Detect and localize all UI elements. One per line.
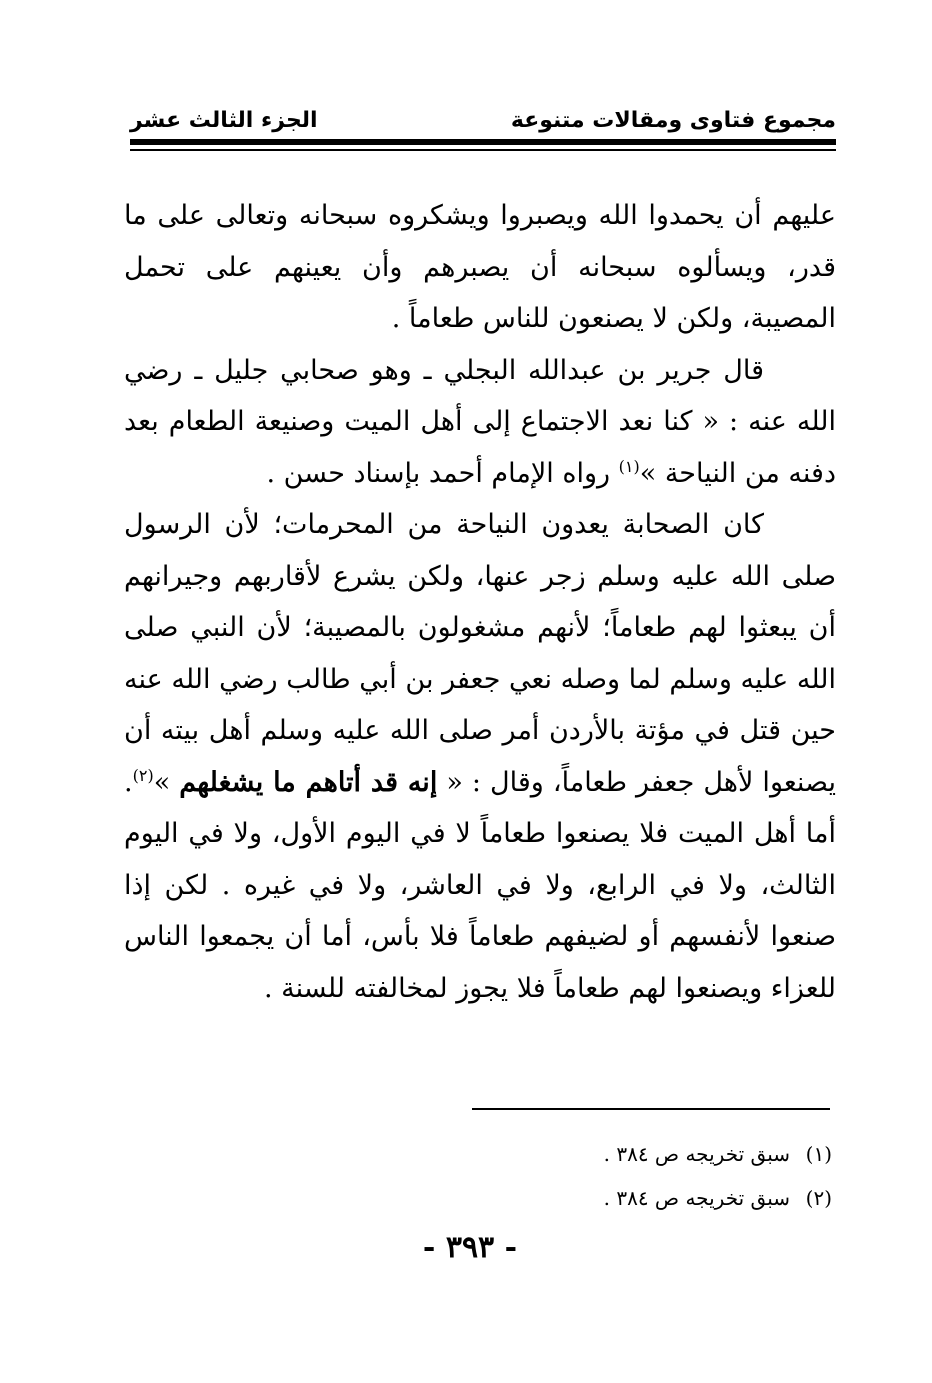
footnote-1-text: سبق تخريجه ص ٣٨٤ . [603,1142,790,1166]
paragraph-2 [124,345,836,500]
footnote-separator [472,1108,830,1110]
footnote-2-number: (٢) [805,1186,832,1210]
footnote-1 [400,1132,832,1176]
paragraph-3-text: كان الصحابة يعدون النياحة من المحرمات؛ لأن الرسول صلى الله عليه وسلم زجر عنها، ولكن يشرع لأقاربهم وجيرانهم أن يبعثوا لهم طعاماً؛ لأنهم مشغولون بالمصيبة؛ لأن النبي صلى الله عليه وسلم لما وصله نعي جعفر بن أبي طالب رضي الله عنه حين قتل في مؤتة بالأردن أمر صلى الله عليه وسلم أهل بيته أن يصنعوا لأهل جعفر طعاماً، وقال : « [124,509,836,798]
footnote-2-text: سبق تخريجه ص ٣٨٤ . [603,1186,790,1210]
header-rule-thin [130,149,836,151]
paragraph-2-citation: رواه الإمام أحمد بإسناد حسن . [266,457,619,489]
book-title: مجموع فتاوى ومقالات متنوعة [510,108,836,133]
paragraph-3 [124,499,836,1014]
running-header [130,106,836,136]
main-text [124,190,836,1014]
hadith-quote: إنه قد أتاهم ما يشغلهم [179,766,438,798]
footnotes [400,1132,832,1220]
page-number: - ٣٩٣ - [422,1230,518,1265]
paragraph-3-rest: . أما أهل الميت فلا يصنعوا طعاماً لا في اليوم الأول، ولا في اليوم الثالث، ولا في الرابع، ولا في العاشر، ولا في غيره . لكن إذا صنعوا لأنفسهم أو لضيفهم طعاماً فلا بأس، أما أن يجمعوا الناس للعزاء ويصنعوا لهم طعاماً فلا يجوز لمخالفته للسنة . [124,766,836,1004]
volume-label: الجزء الثالث عشر [130,108,318,133]
footnote-ref-2[interactable]: (٢) [132,765,154,785]
header-rule-thick [130,139,836,145]
paragraph-1-text: عليهم أن يحمدوا الله ويصبروا ويشكروه سبحانه وتعالى على ما قدر، ويسألوه سبحانه أن يصبرهم وأن يعينهم على تحمل المصيبة، ولكن لا يصنعون للناس طعاماً . [124,200,836,334]
footnote-ref-1[interactable]: (١) [618,456,640,476]
paragraph-2-text: قال جرير بن عبدالله البجلي ـ وهو صحابي جليل ـ رضي الله عنه : « كنا نعد الاجتماع إلى أهل الميت وصنيعة الطعام بعد دفنه من النياحة » [124,354,836,489]
footnote-1-number: (١) [805,1142,832,1166]
quote-close: » [153,766,180,798]
paragraph-1 [124,190,836,345]
footnote-2 [400,1176,832,1220]
